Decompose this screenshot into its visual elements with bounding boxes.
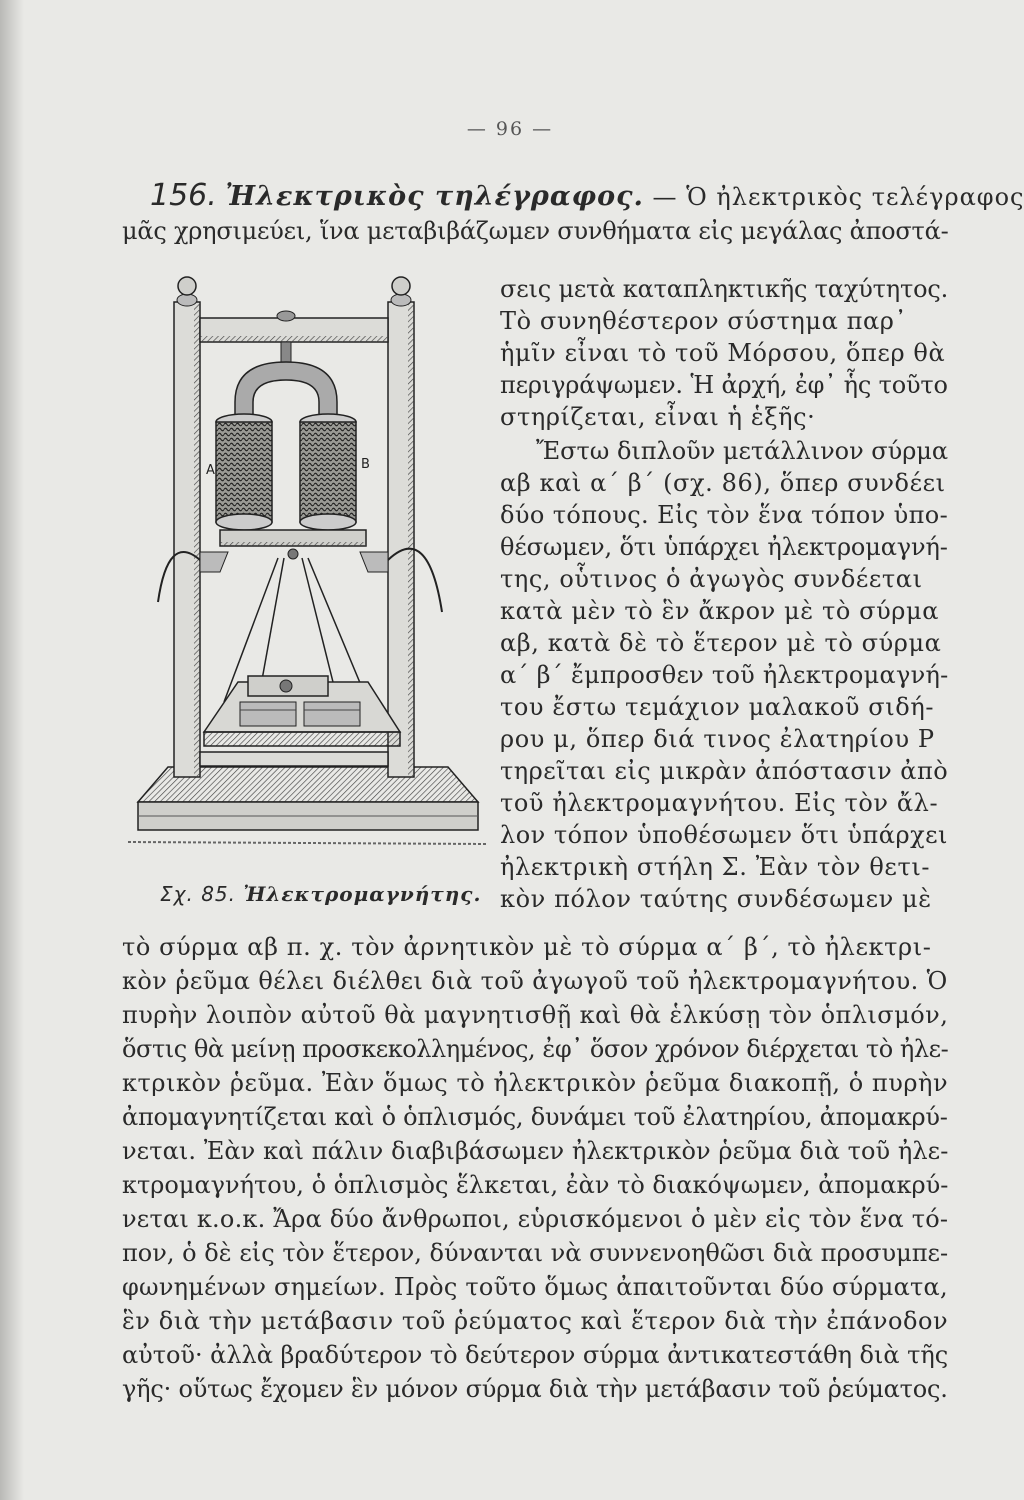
body-line: πυρὴν λοιπὸν αὐτοῦ θὰ μαγνητισθῇ καὶ θὰ ἑλκύσῃ τὸν ὁπλισμόν, [122, 1001, 949, 1029]
section-intro-text: — Ὁ ἠλεκτρικὸς τελέγραφος [652, 183, 1024, 211]
frame-top-beam [200, 311, 388, 342]
body-line: αὐτοῦ· ἀλλὰ βραδύτερον τὸ δεύτερον σύρμα ἀντικατεστάθη διὰ τῆς [122, 1341, 949, 1369]
page-edge-shadow [0, 0, 24, 1500]
caption-title: Ἠλεκτρομαγνήτης. [243, 882, 482, 906]
weight-tray [204, 676, 400, 746]
lower-crossbar [200, 752, 388, 766]
body-line: κατὰ μὲν τὸ ἓν ἄκρον μὲ τὸ σύρμα [500, 597, 940, 625]
body-line: Ἔστω διπλοῦν μετάλλινον σύρμα [536, 437, 949, 465]
section-number: 156. [150, 178, 217, 213]
body-line: κὸν πόλον ταύτης συνδέσωμεν μὲ [500, 885, 932, 913]
body-line: περιγράψωμεν. Ἡ ἀρχή, ἐφ᾿ ἧς τοῦτο [500, 371, 948, 399]
body-line: ἀπομαγνητίζεται καὶ ὁ ὁπλισμός, δυνάμει τοῦ ἐλατηρίου, ἀπομακρύ- [122, 1103, 948, 1131]
body-line: γῆς· οὕτως ἔχομεν ἓν μόνον σύρμα διὰ τὴν μετάβασιν τοῦ ῥεύματος. [122, 1375, 948, 1403]
figure-caption [160, 882, 481, 906]
coil-label-b: B [361, 457, 370, 472]
body-line: θέσωμεν, ὅτι ὑπάρχει ἠλεκτρομαγνή- [500, 533, 948, 561]
body-line: τοῦ ἠλεκτρομαγνήτου. Εἰς τὸν ἄλ- [500, 789, 939, 817]
left-coil [216, 414, 272, 530]
body-line: στηρίζεται, εἶναι ἡ ἑξῆς· [500, 403, 816, 431]
body-line: της, οὗτινος ὁ ἀγωγὸς συνδέεται [500, 565, 923, 593]
body-line: ἓν διὰ τὴν μετάβασιν τοῦ ῥεύματος καὶ ἕτερον διὰ τὴν ἐπάνοδον [122, 1307, 949, 1335]
body-line: ρου μ, ὅπερ διά τινος ἐλατηρίου Ρ [500, 725, 935, 753]
body-line: κτρομαγνήτου, ὁ ὁπλισμὸς ἕλκεται, ἐὰν τὸ διακόψωμεν, ἀπομακρύ- [122, 1171, 949, 1199]
right-coil [300, 414, 356, 530]
base-platform [128, 767, 486, 844]
section-heading [150, 178, 1024, 213]
horseshoe-core [235, 342, 337, 422]
frame-left-post [174, 277, 200, 777]
frame-right-post [388, 277, 414, 777]
body-line: σεις μετὰ καταπληκτικῆς ταχύτητος. [500, 275, 949, 303]
section-title: Ἠλεκτρικὸς τηλέγραφος. [225, 181, 644, 212]
armature-plate [220, 530, 366, 559]
body-line: τηρεῖται εἰς μικρὰν ἀπόστασιν ἀπὸ [500, 757, 949, 785]
body-line: κὸν ῥεῦμα θέλει διέλθει διὰ τοῦ ἀγωγοῦ τοῦ ἠλεκτρομαγνήτου. Ὁ [122, 967, 948, 995]
electromagnet-illustration [128, 262, 486, 856]
body-line: αβ, κατὰ δὲ τὸ ἕτερον μὲ τὸ σύρμα [500, 629, 942, 657]
body-line: του ἔστω τεμάχιον μαλακοῦ σιδή- [500, 693, 935, 721]
body-line: φωνημένων σημείων. Πρὸς τοῦτο ὅμως ἀπαιτοῦνται δύο σύρματα, [122, 1273, 948, 1301]
page-number: — 96 — [466, 118, 554, 140]
body-line: ἡμῖν εἶναι τὸ τοῦ Μόρσου, ὅπερ θὰ [500, 339, 946, 367]
body-line: μᾶς χρησιμεύει, ἵνα μεταβιβάζωμεν συνθήματα εἰς μεγάλας ἀποστά- [122, 217, 949, 245]
body-line: δύο τόπους. Εἰς τὸν ἕνα τόπον ὑπο- [500, 501, 949, 529]
caption-number: Σχ. 85. [160, 882, 236, 906]
body-line: Τὸ συνηθέστερον σύστημα παρ᾿ [500, 307, 908, 335]
body-line: ὅστις θὰ μείνῃ προσκεκολλημένος, ἐφ᾿ ὅσον χρόνον διέρχεται τὸ ἠλε- [122, 1035, 949, 1063]
body-line: αβ καὶ α΄ β΄ (σχ. 86), ὅπερ συνδέει [500, 469, 946, 497]
body-line: α΄ β΄ ἔμπροσθεν τοῦ ἠλεκτρομαγνή- [500, 661, 949, 689]
body-line: κτρικὸν ῥεῦμα. Ἐὰν ὅμως τὸ ἠλεκτρικὸν ῥεῦμα διακοπῇ, ὁ πυρὴν [122, 1069, 949, 1097]
body-line: ἠλεκτρικὴ στήλη Σ. Ἐὰν τὸν θετι- [500, 853, 931, 881]
body-line: λον τόπον ὑποθέσωμεν ὅτι ὑπάρχει [500, 821, 948, 849]
body-line: τὸ σύρμα αβ π. χ. τὸν ἀρνητικὸν μὲ τὸ σύρμα α΄ β΄, τὸ ἠλεκτρι- [122, 933, 932, 961]
body-line: νεται. Ἐὰν καὶ πάλιν διαβιβάσωμεν ἠλεκτρικὸν ῥεῦμα διὰ τοῦ ἠλε- [122, 1137, 949, 1165]
body-line: νεται κ.ο.κ. Ἄρα δύο ἄνθρωποι, εὑρισκόμενοι ὁ μὲν εἰς τὸν ἕνα τό- [122, 1205, 949, 1233]
coil-label-a: A [206, 463, 215, 478]
body-line: πον, ὁ δὲ εἰς τὸν ἕτερον, δύνανται νὰ συννενοηθῶσι διὰ προσυμπε- [122, 1239, 949, 1267]
